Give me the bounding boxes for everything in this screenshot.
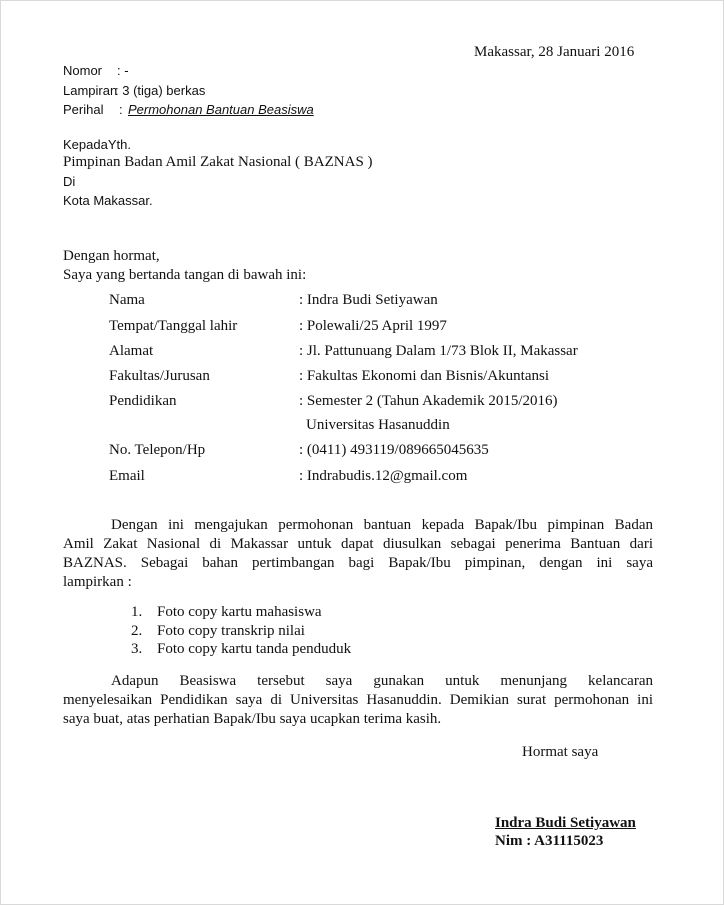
identity-value: : Indrabudis.12@gmail.com xyxy=(299,468,468,484)
list-text: Foto copy transkrip nilai xyxy=(157,623,305,639)
paragraph-line: menyelesaikan Pendidikan saya di Universitas Hasanuddin. Demikian surat permohonan ini xyxy=(63,692,653,708)
signer-nim: Nim : A31115023 xyxy=(495,833,604,849)
greeting: Dengan hormat, xyxy=(63,248,160,264)
identity-value: : (0411) 493119/089665045635 xyxy=(299,442,489,458)
signer-name: Indra Budi Setiyawan xyxy=(495,815,636,831)
list-number: 1. xyxy=(131,604,143,620)
identity-value: Universitas Hasanuddin xyxy=(306,417,450,433)
identity-value: : Indra Budi Setiyawan xyxy=(299,292,438,308)
paragraph-line: Amil Zakat Nasional di Makassar untuk dapat diusulkan sebagai penerima Bantuan dari xyxy=(63,536,653,552)
identity-label: Email xyxy=(109,468,145,484)
nomor-label: Nomor xyxy=(63,63,103,78)
lampiran-value: : 3 (tiga) berkas xyxy=(115,83,206,98)
list-text: Foto copy kartu mahasiswa xyxy=(157,604,322,620)
identity-label: Tempat/Tanggal lahir xyxy=(109,318,238,334)
lampiran-label: Lampiran xyxy=(63,83,118,98)
list-number: 2. xyxy=(131,623,143,639)
recipient-line-2: Pimpinan Badan Amil Zakat Nasional ( BAZNAS ) xyxy=(63,154,373,170)
paragraph-line: lampirkan : xyxy=(63,574,132,590)
perihal-value: Permohonan Bantuan Beasiswa xyxy=(128,102,314,117)
nomor-value: : - xyxy=(117,63,129,78)
perihal-colon: : xyxy=(119,102,123,117)
place-date: Makassar, 28 Januari 2016 xyxy=(474,44,635,60)
intro-line: Saya yang bertanda tangan di bawah ini: xyxy=(63,267,307,283)
identity-value: : Polewali/25 April 1997 xyxy=(299,318,447,334)
recipient-line-4: Kota Makassar. xyxy=(63,193,153,208)
paragraph-request xyxy=(63,516,653,592)
paragraph-line: Dengan ini mengajukan permohonan bantuan kepada Bapak/Ibu pimpinan Badan xyxy=(111,517,653,533)
paragraph-closing xyxy=(63,672,653,729)
identity-label: Fakultas/Jurusan xyxy=(109,368,210,384)
identity-value: : Jl. Pattunuang Dalam 1/73 Blok II, Makassar xyxy=(299,343,578,359)
list-number: 3. xyxy=(131,641,143,657)
recipient-line-1: KepadaYth. xyxy=(63,137,131,152)
identity-value: : Fakultas Ekonomi dan Bisnis/Akuntansi xyxy=(299,368,549,384)
identity-label: Nama xyxy=(109,292,145,308)
identity-value: : Semester 2 (Tahun Akademik 2015/2016) xyxy=(299,393,558,409)
list-text: Foto copy kartu tanda penduduk xyxy=(157,641,352,657)
paragraph-line: BAZNAS. Sebagai bahan pertimbangan bagi Bapak/Ibu pimpinan, dengan ini saya xyxy=(63,555,653,571)
perihal-label: Perihal xyxy=(63,102,104,117)
closing-salutation: Hormat saya xyxy=(522,744,599,760)
identity-label: Pendidikan xyxy=(109,393,177,409)
recipient-line-3: Di xyxy=(63,174,76,189)
identity-label: No. Telepon/Hp xyxy=(109,442,206,458)
paragraph-line: saya buat, atas perhatian Bapak/Ibu saya ucapkan terima kasih. xyxy=(63,711,442,727)
paragraph-line: Adapun Beasiswa tersebut saya gunakan untuk menunjang kelancaran xyxy=(111,673,653,689)
identity-label: Alamat xyxy=(109,343,154,359)
